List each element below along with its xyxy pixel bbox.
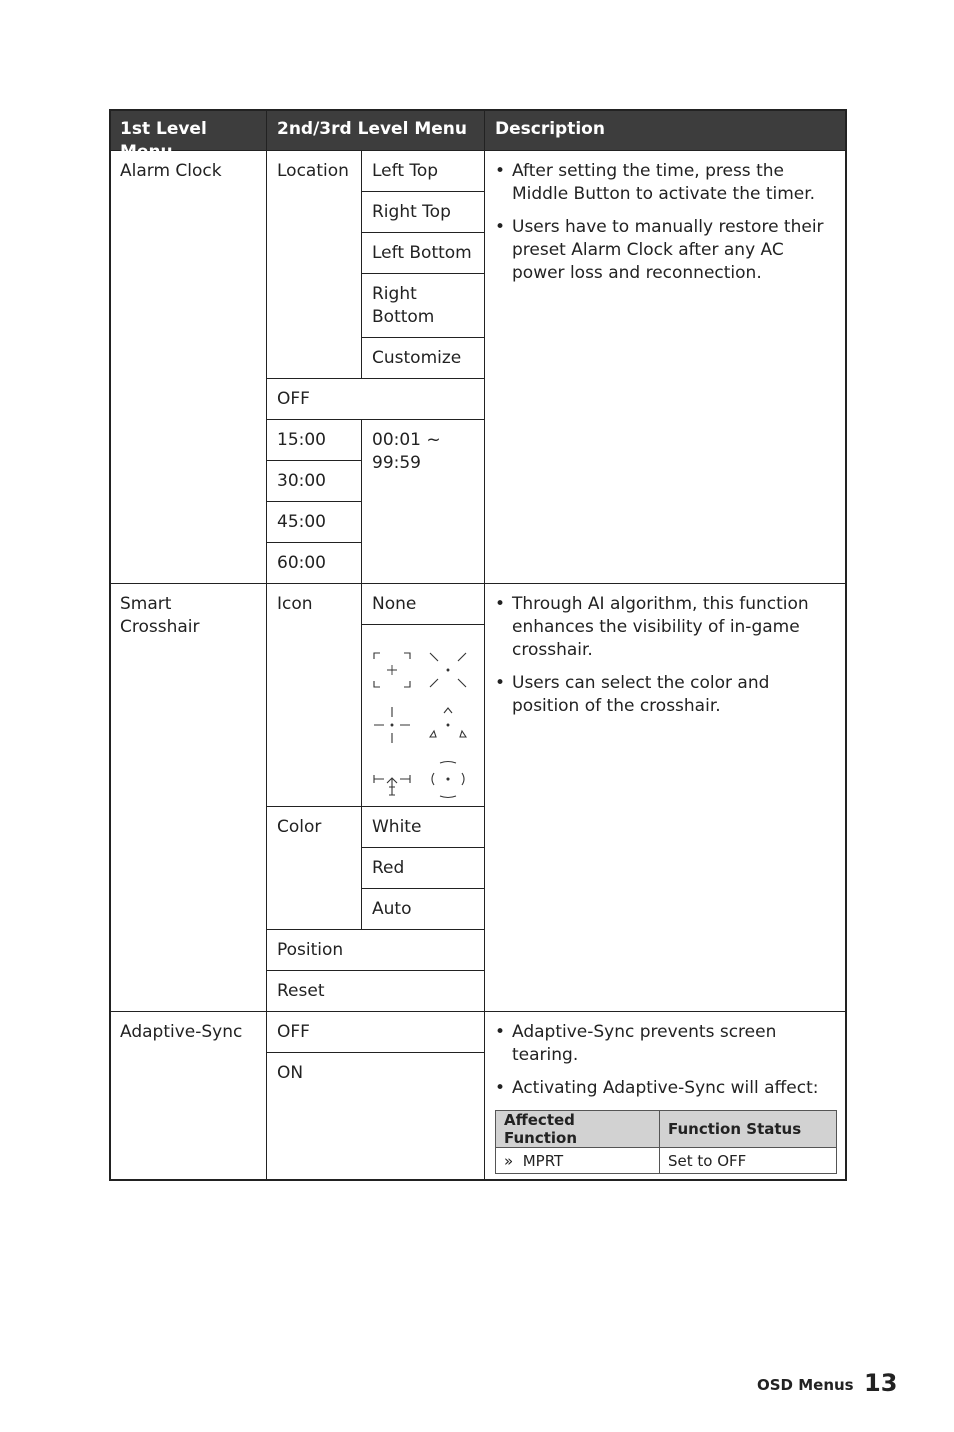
- crosshair-desc-item: • Users can select the color and position of the crosshair.: [495, 672, 837, 718]
- adaptive-desc-item: • Activating Adaptive-Sync will affect:: [495, 1077, 837, 1100]
- crosshair-icons-cell: [362, 625, 485, 807]
- location-left-top: Left Top: [362, 151, 485, 192]
- color-white: White: [362, 807, 485, 848]
- header-first-level: 1st Level Menu: [110, 110, 267, 151]
- header-description: Description: [485, 110, 846, 151]
- smart-crosshair-label: Smart Crosshair: [110, 584, 267, 1012]
- table-row: [496, 1148, 837, 1174]
- adaptive-sync-label: Adaptive-Sync: [110, 1012, 267, 1180]
- crosshair-diagonal-icon: [430, 653, 466, 687]
- adaptive-desc-item: • Adaptive-Sync prevents screen tearing.: [495, 1021, 837, 1067]
- location-left-bottom: Left Bottom: [362, 233, 485, 274]
- location-customize: Customize: [362, 338, 485, 379]
- function-status-header: Function Status: [660, 1111, 837, 1148]
- time-45: 45:00: [267, 502, 362, 543]
- header-second-level: 2nd/3rd Level Menu: [267, 110, 485, 151]
- footer-section: OSD Menus: [757, 1376, 854, 1394]
- adaptive-sync-on: ON: [267, 1053, 485, 1180]
- icon-none: None: [362, 584, 485, 625]
- page-number: 13: [864, 1369, 898, 1397]
- crosshair-arrow-icon: [374, 775, 410, 795]
- color-auto: Auto: [362, 889, 485, 930]
- adaptive-sync-off: OFF: [267, 1012, 485, 1053]
- time-range: 00:01 ~ 99:59: [362, 420, 485, 584]
- crosshair-desc-item: • Through AI algorithm, this function enhances the visibility of in-game crosshair.: [495, 593, 837, 662]
- function-status-cell: Set to OFF: [660, 1148, 837, 1174]
- crosshair-description: [485, 584, 846, 1012]
- location-right-bottom: Right Bottom: [362, 274, 485, 338]
- affected-function-table: [495, 1110, 837, 1174]
- crosshair-cross-icon: [374, 707, 410, 743]
- reset-item: Reset: [267, 971, 485, 1012]
- alarm-description: [485, 151, 846, 584]
- time-30: 30:00: [267, 461, 362, 502]
- crosshair-bracket-icon: [374, 653, 410, 687]
- alarm-desc-item: • After setting the time, press the Middle Button to activate the timer.: [495, 160, 837, 206]
- crosshair-chevron-icon: [430, 708, 466, 737]
- affected-function-header: Affected Function: [496, 1111, 660, 1148]
- affected-function-cell: » MPRT: [496, 1148, 660, 1174]
- location-right-top: Right Top: [362, 192, 485, 233]
- alarm-off: OFF: [267, 379, 485, 420]
- time-60: 60:00: [267, 543, 362, 584]
- alarm-desc-item: • Users have to manually restore their preset Alarm Clock after any AC power loss and reconnection.: [495, 216, 837, 285]
- color-red: Red: [362, 848, 485, 889]
- icon-label: Icon: [267, 584, 362, 807]
- color-label: Color: [267, 807, 362, 930]
- time-15: 15:00: [267, 420, 362, 461]
- location-label: Location: [267, 151, 362, 379]
- position-item: Position: [267, 930, 485, 971]
- crosshair-circle-icon: [432, 762, 464, 798]
- alarm-clock-label: Alarm Clock: [110, 151, 267, 584]
